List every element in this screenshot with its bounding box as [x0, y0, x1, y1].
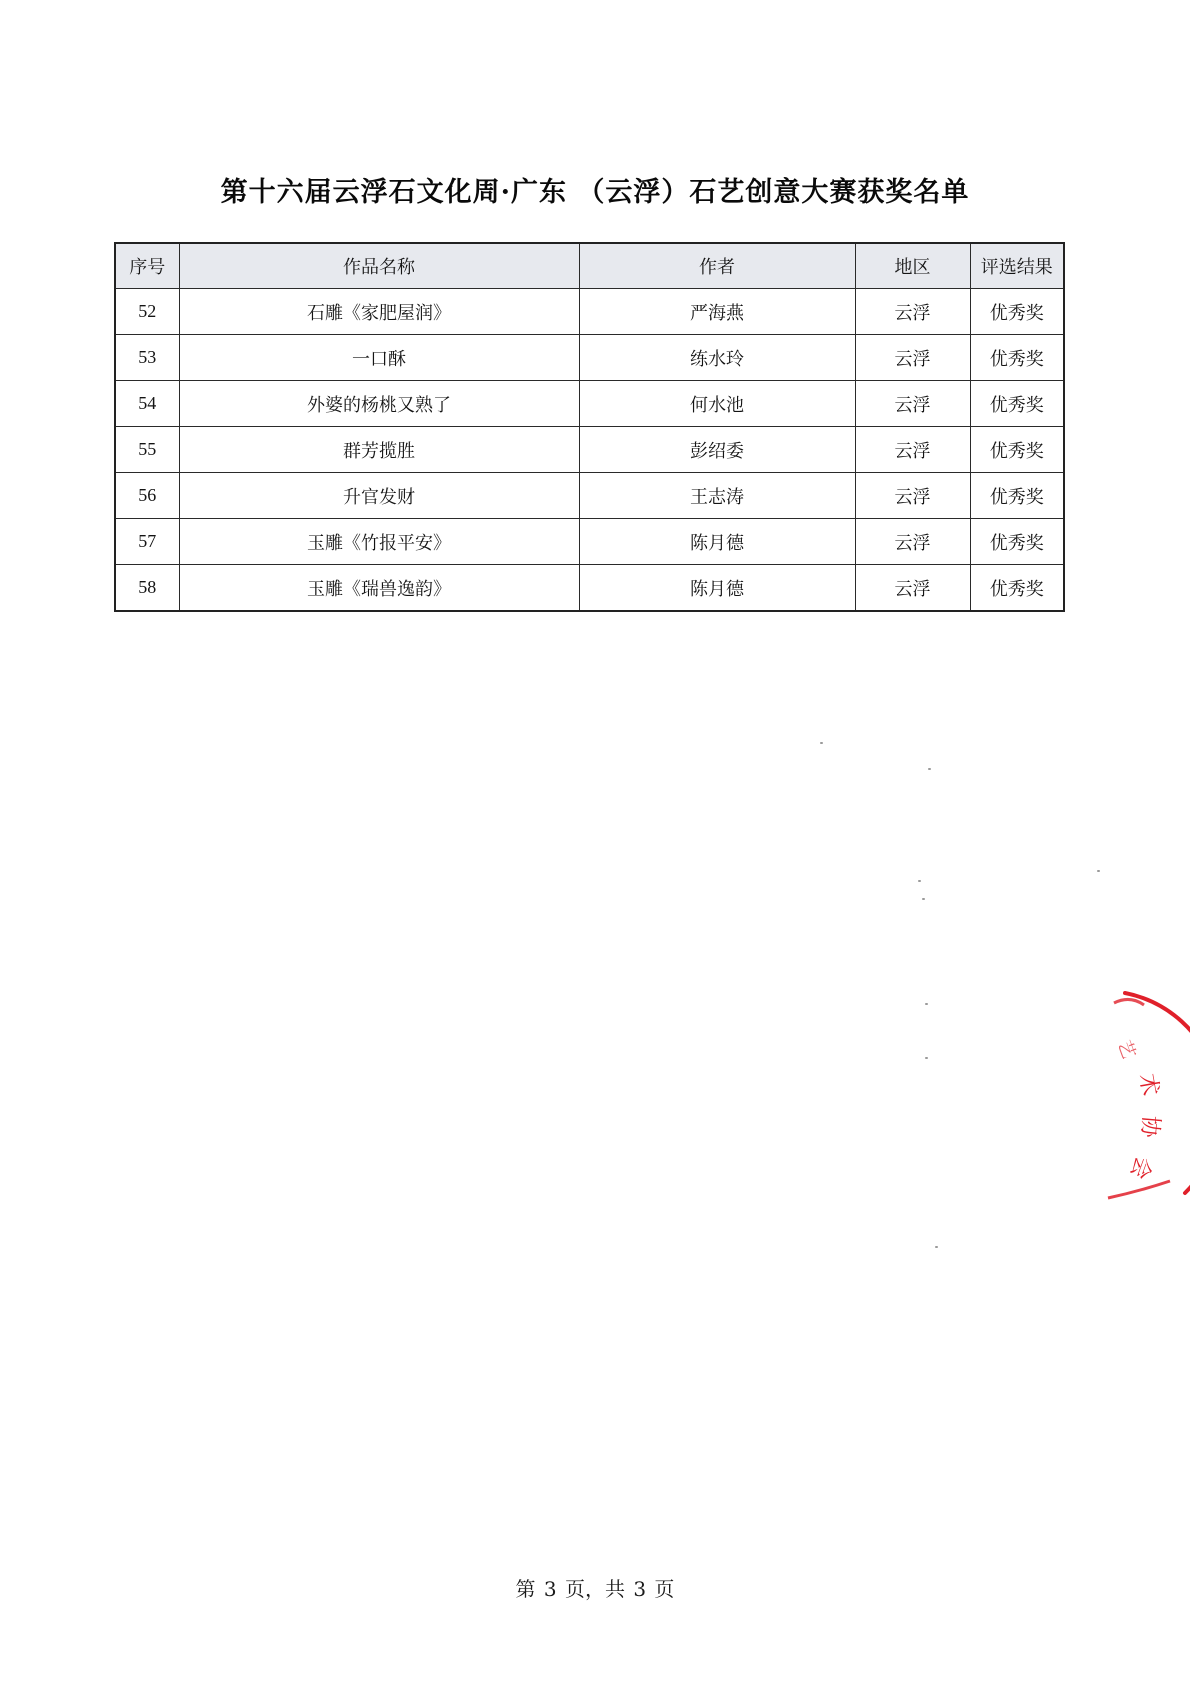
table-row [115, 335, 1064, 381]
cell-index: 57 [115, 519, 179, 565]
cell-work-name: 群芳揽胜 [179, 427, 579, 473]
cell-work-name: 玉雕《竹报平安》 [179, 519, 579, 565]
table-row [115, 519, 1064, 565]
cell-index: 58 [115, 565, 179, 612]
cell-index: 52 [115, 289, 179, 335]
seal-stamp-icon [1100, 983, 1190, 1213]
cell-work-name: 石雕《家肥屋润》 [179, 289, 579, 335]
cell-author: 陈月德 [579, 565, 855, 612]
cell-index: 55 [115, 427, 179, 473]
cell-index: 53 [115, 335, 179, 381]
header-work-name: 作品名称 [179, 243, 579, 289]
cell-author: 陈月德 [579, 519, 855, 565]
scan-speck [918, 880, 921, 882]
header-author: 作者 [579, 243, 855, 289]
svg-text:艺: 艺 [1113, 1037, 1140, 1062]
cell-result: 优秀奖 [970, 289, 1064, 335]
cell-result: 优秀奖 [970, 427, 1064, 473]
table-header-row [115, 243, 1064, 289]
cell-result: 优秀奖 [970, 519, 1064, 565]
cell-region: 云浮 [855, 335, 970, 381]
cell-result: 优秀奖 [970, 473, 1064, 519]
table-row [115, 289, 1064, 335]
cell-result: 优秀奖 [970, 381, 1064, 427]
cell-result: 优秀奖 [970, 335, 1064, 381]
scan-speck [820, 742, 823, 744]
header-result: 评选结果 [970, 243, 1064, 289]
header-region: 地区 [855, 243, 970, 289]
scan-speck [925, 1057, 928, 1059]
svg-text:术: 术 [1134, 1071, 1163, 1098]
svg-text:会: 会 [1124, 1152, 1156, 1183]
scan-speck [925, 1003, 928, 1005]
svg-text:协: 协 [1136, 1114, 1163, 1139]
cell-region: 云浮 [855, 381, 970, 427]
scan-speck [1097, 870, 1100, 872]
cell-region: 云浮 [855, 565, 970, 612]
cell-author: 王志涛 [579, 473, 855, 519]
cell-author: 何水池 [579, 381, 855, 427]
cell-author: 严海燕 [579, 289, 855, 335]
cell-author: 彭绍委 [579, 427, 855, 473]
table-row [115, 381, 1064, 427]
table-row [115, 427, 1064, 473]
table-row [115, 565, 1064, 612]
cell-region: 云浮 [855, 289, 970, 335]
cell-work-name: 玉雕《瑞兽逸韵》 [179, 565, 579, 612]
header-index: 序号 [115, 243, 179, 289]
cell-index: 56 [115, 473, 179, 519]
page-footer: 第 3 页，共 3 页 [515, 1577, 675, 1601]
cell-region: 云浮 [855, 473, 970, 519]
award-table [114, 242, 1065, 612]
page-title: 第十六届云浮石文化周·广东 （云浮）石艺创意大赛获奖名单 [220, 177, 970, 208]
scan-speck [935, 1246, 938, 1248]
cell-index: 54 [115, 381, 179, 427]
scan-speck [928, 768, 931, 770]
cell-work-name: 一口酥 [179, 335, 579, 381]
table-row [115, 473, 1064, 519]
cell-region: 云浮 [855, 427, 970, 473]
cell-result: 优秀奖 [970, 565, 1064, 612]
cell-author: 练水玲 [579, 335, 855, 381]
cell-work-name: 升官发财 [179, 473, 579, 519]
cell-region: 云浮 [855, 519, 970, 565]
scan-speck [922, 898, 925, 900]
cell-work-name: 外婆的杨桃又熟了 [179, 381, 579, 427]
